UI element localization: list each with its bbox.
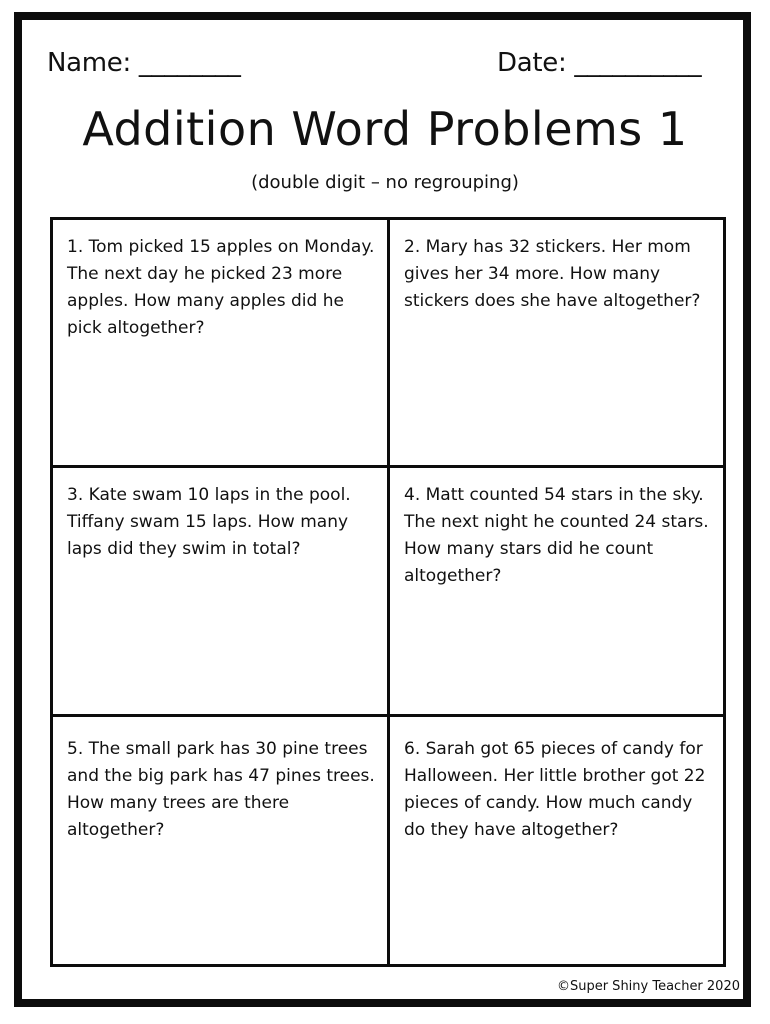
problem-5: 5. The small park has 30 pine trees and the big park has 47 pines trees. How many trees are there altogether? [53,717,390,964]
problem-3: 3. Kate swam 10 laps in the pool. Tiffany swam 15 laps. How many laps did they swim in total? [53,468,390,717]
problem-1: 1. Tom picked 15 apples on Monday. The next day he picked 23 more apples. How many apples did he pick altogether? [53,220,390,468]
problem-2: 2. Mary has 32 stickers. Her mom gives her 34 more. How many stickers does she have altogether? [390,220,723,468]
date-field: Date: __________ [497,48,702,78]
worksheet-subtitle: (double digit – no regrouping) [251,172,519,193]
problem-6: 6. Sarah got 65 pieces of candy for Halloween. Her little brother got 22 pieces of candy. How much candy do they have altogether? [404,739,706,840]
problems-grid [50,217,726,967]
name-field: Name: ________ [47,48,241,78]
worksheet-title: Addition Word Problems 1 [82,102,688,156]
copyright-notice: ©Super Shiny Teacher 2020 [556,979,740,994]
problem-4: 4. Matt counted 54 stars in the sky. The next night he counted 24 stars. How many stars did he count altogether? [390,468,723,717]
